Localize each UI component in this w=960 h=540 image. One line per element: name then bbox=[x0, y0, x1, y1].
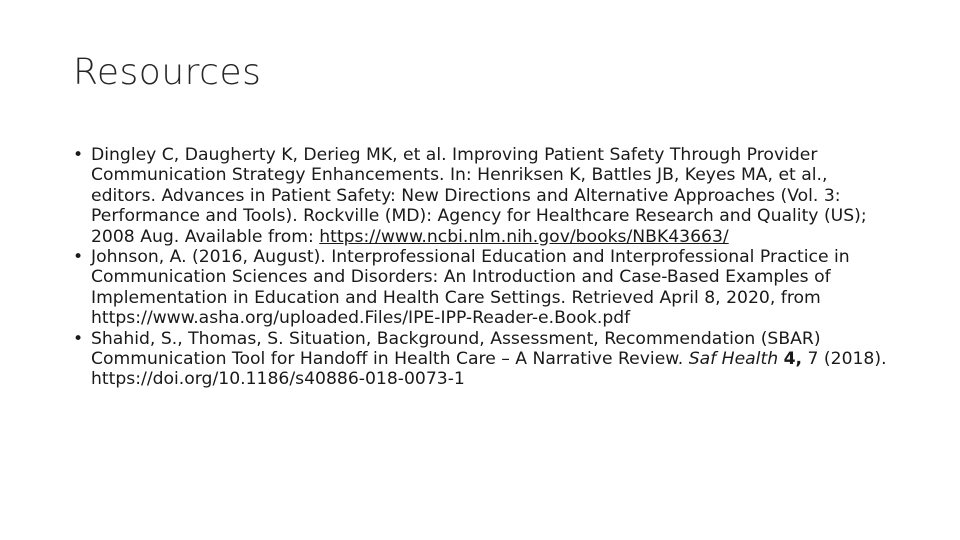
reference-text: Dingley C, Daugherty K, Derieg MK, et al. Improving Patient Safety Through Provider Communication Strategy Enhancements. In: Henriksen K, Battles JB, Keyes MA, et al., editors. Advances in Patient Safety: New Directions and Alternative Approaches (Vol. 3: Performance and Tools). Rockville (MD): Agency for Healthcare Research and Quality (US); 2008 Aug. Available from: bbox=[91, 145, 867, 247]
bullet: • bbox=[73, 328, 84, 349]
reference-text: Shahid, S., Thomas, S. Situation, Background, Assessment, Recommendation (SBAR) Communication Tool for Handoff in Health Care – A Narrative Review. bbox=[91, 328, 821, 370]
reference-text: Johnson, A. (2016, August). Interprofessional Education and Interprofessional Practice in Communication Sciences and Disorders: An Introduction and Case-Based Examples of Implementation in Education and Health Care Settings. Retrieved April 8, 2020, from https://www.asha.org/uploaded.Files/IPE-IPP-Reader-e.Book.pdf bbox=[91, 247, 850, 329]
reference-item bbox=[73, 247, 888, 329]
journal-name: Saf Health bbox=[688, 349, 779, 370]
reference-item bbox=[73, 145, 888, 247]
reference-item bbox=[73, 329, 888, 390]
bullet: • bbox=[73, 247, 84, 268]
journal-volume: 4, bbox=[783, 349, 803, 370]
reference-list bbox=[73, 145, 888, 390]
reference-link[interactable]: https://www.ncbi.nlm.nih.gov/books/NBK43663/ bbox=[319, 226, 729, 247]
bullet: • bbox=[73, 145, 84, 165]
reference-text-end: 7 (2018). https://doi.org/10.1186/s40886-018-0073-1 bbox=[91, 349, 887, 390]
slide-title: Resources bbox=[73, 52, 262, 93]
